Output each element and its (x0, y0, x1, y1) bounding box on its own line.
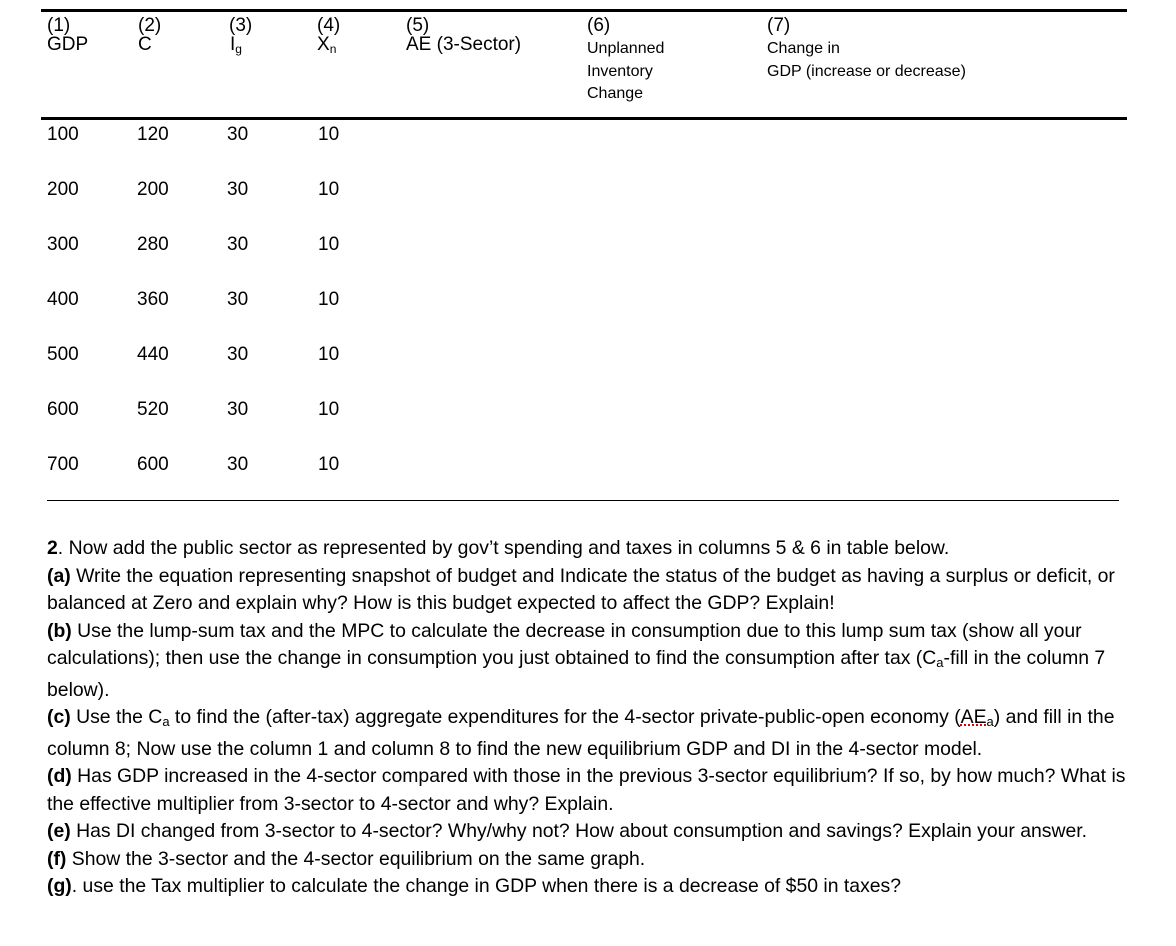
cell-xn: 10 (318, 179, 340, 200)
col-header-xn: (4) $X_n$ (317, 15, 341, 56)
cell-c: 280 (137, 234, 169, 255)
table-header-rule (41, 117, 1127, 120)
cell-ig: 30 (227, 179, 249, 200)
cell-ig: 30 (227, 454, 249, 475)
question-2c: (c) Use the Ca to find the (after-tax) aggregate expenditures for the 4-sector private-public-open economy (AEa) and fill in the column 8; Now use the column 1 and column 8 to find the new equilibrium GDP and DI in the 4-sector model. (47, 706, 1115, 760)
col-header-gdp: (1) GDP (47, 15, 89, 55)
question-2e: (e) Has DI changed from 3-sector to 4-sector? Why/why not? How about consumption and savings? Explain your answer. (47, 820, 1088, 842)
col-header-change-gdp: (7) Change in GDP (increase or decrease) (767, 15, 966, 80)
cell-xn: 10 (318, 124, 340, 145)
cell-xn: 10 (318, 289, 340, 310)
cell-gdp: 700 (47, 454, 79, 475)
cell-gdp: 200 (47, 179, 79, 200)
table-bottom-rule (47, 500, 1119, 501)
cell-gdp: 100 (47, 124, 79, 145)
cell-c: 120 (137, 124, 169, 145)
cell-xn: 10 (318, 344, 340, 365)
table-top-rule (41, 9, 1127, 12)
cell-gdp: 300 (47, 234, 79, 255)
question-2f: (f) Show the 3-sector and the 4-sector equilibrium on the same graph. (47, 847, 646, 870)
question-2a: (a) Write the equation representing snapshot of budget and Indicate the status of the budget as having a surplus or deficit, or balanced at Zero and explain why? How is this budget expected to affect the GDP? Explain! (47, 564, 1115, 614)
cell-c: 600 (137, 454, 169, 475)
question-block (47, 535, 1137, 901)
cell-ig: 30 (227, 344, 249, 365)
question-2d: (d) Has GDP increased in the 4-sector compared with those in the previous 3-sector equilibrium? If so, by how much? What is the effective multiplier from 3-sector to 4-sector and why? Explain. (47, 765, 1126, 815)
col-header-c: (2) C (138, 15, 162, 55)
cell-c: 360 (137, 289, 169, 310)
cell-xn: 10 (318, 399, 340, 420)
col-header-ae: (5) AE (3-Sector) (406, 15, 522, 55)
cell-c: 200 (137, 179, 169, 200)
question-2b: (b) Use the lump-sum tax and the MPC to calculate the decrease in consumption due to this lump sum tax (show all your calculations); then use the change in consumption you just obtained to find the consumption after tax (Ca-fill in the column 7 below). (47, 619, 1106, 701)
cell-ig: 30 (227, 289, 249, 310)
cell-ig: 30 (227, 399, 249, 420)
cell-gdp: 400 (47, 289, 79, 310)
cell-xn: 10 (318, 234, 340, 255)
cell-c: 520 (137, 399, 169, 420)
question-2g: (g). use the Tax multiplier to calculate the change in GDP when there is a decrease of $50 in taxes? (47, 875, 902, 897)
cell-ig: 30 (227, 124, 249, 145)
question-2: 2. Now add the public sector as represented by gov’t spending and taxes in columns 5 & 6 in table below. (47, 537, 950, 559)
col-header-unplanned-inventory: (6) Unplanned Inventory Change (587, 15, 665, 102)
cell-c: 440 (137, 344, 169, 365)
cell-gdp: 500 (47, 344, 79, 365)
cell-xn: 10 (318, 454, 340, 475)
cell-gdp: 600 (47, 399, 79, 420)
col-header-ig: (3) $I_g$ (229, 15, 253, 56)
cell-ig: 30 (227, 234, 249, 255)
